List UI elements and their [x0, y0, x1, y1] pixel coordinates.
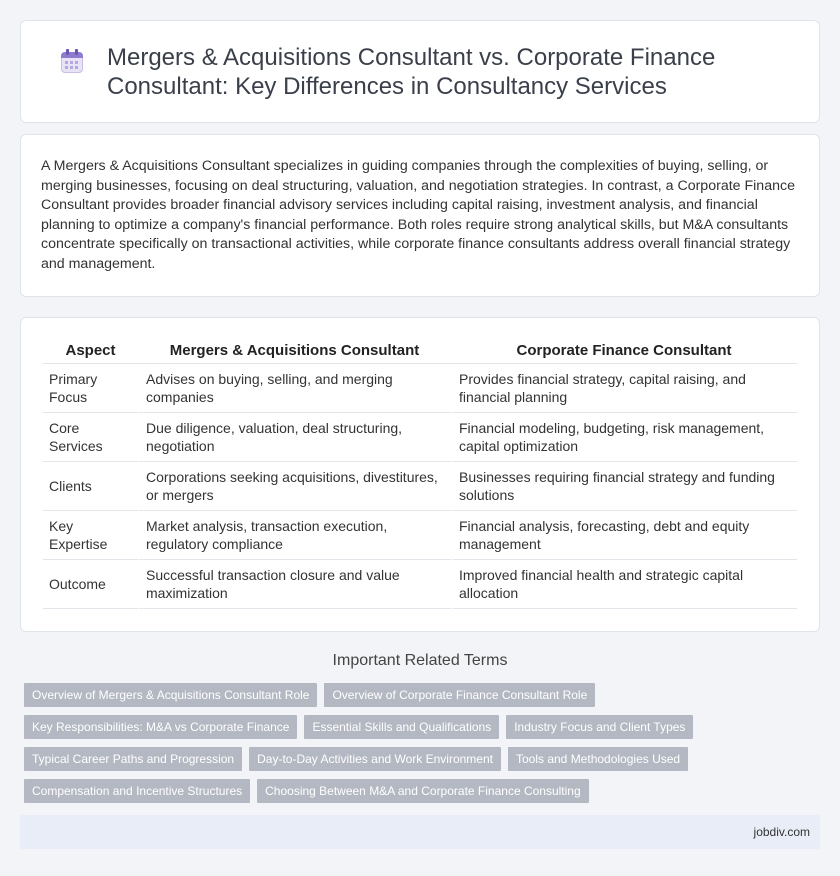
table-row	[43, 462, 797, 511]
title-row	[61, 43, 779, 101]
intro-card	[20, 134, 820, 297]
related-term-tag[interactable]: Essential Skills and Qualifications	[304, 715, 499, 739]
related-term-tag[interactable]: Day-to-Day Activities and Work Environment	[249, 747, 501, 771]
table-header-row	[43, 338, 797, 364]
related-term-tag[interactable]: Compensation and Incentive Structures	[24, 779, 250, 803]
row-cf-cell: Improved financial health and strategic capital allocation	[451, 560, 797, 609]
table-row	[43, 413, 797, 462]
footer	[20, 815, 820, 849]
related-term-tag[interactable]: Choosing Between M&A and Corporate Finance Consulting	[257, 779, 589, 803]
related-term-tag[interactable]: Typical Career Paths and Progression	[24, 747, 242, 771]
row-ma-cell: Advises on buying, selling, and merging companies	[138, 364, 451, 413]
footer-site-link[interactable]: jobdiv.com	[753, 825, 810, 839]
calendar-icon	[61, 49, 83, 73]
row-cf-cell: Financial analysis, forecasting, debt and equity management	[451, 511, 797, 560]
row-aspect: Outcome	[43, 560, 138, 609]
comparison-table	[43, 338, 797, 609]
related-term-tag[interactable]: Overview of Corporate Finance Consultant Role	[324, 683, 595, 707]
related-terms-tags	[20, 683, 820, 803]
header-aspect: Aspect	[43, 338, 138, 364]
row-cf-cell: Businesses requiring financial strategy and funding solutions	[451, 462, 797, 511]
row-cf-cell: Provides financial strategy, capital raising, and financial planning	[451, 364, 797, 413]
row-aspect: Primary Focus	[43, 364, 138, 413]
row-ma-cell: Due diligence, valuation, deal structuring, negotiation	[138, 413, 451, 462]
table-row	[43, 560, 797, 609]
related-term-tag[interactable]: Tools and Methodologies Used	[508, 747, 688, 771]
related-terms-title: Important Related Terms	[332, 652, 508, 669]
row-ma-cell: Corporations seeking acquisitions, divestitures, or mergers	[138, 462, 451, 511]
row-ma-cell: Successful transaction closure and value maximization	[138, 560, 451, 609]
row-aspect: Core Services	[43, 413, 138, 462]
row-ma-cell: Market analysis, transaction execution, regulatory compliance	[138, 511, 451, 560]
related-term-tag[interactable]: Overview of Mergers & Acquisitions Consultant Role	[24, 683, 317, 707]
related-terms-section	[20, 652, 820, 803]
row-aspect: Key Expertise	[43, 511, 138, 560]
table-row	[43, 364, 797, 413]
comparison-table-card	[20, 317, 820, 632]
row-cf-cell: Financial modeling, budgeting, risk management, capital optimization	[451, 413, 797, 462]
related-term-tag[interactable]: Key Responsibilities: M&A vs Corporate Finance	[24, 715, 297, 739]
intro-text: A Mergers & Acquisitions Consultant specializes in guiding companies through the complexities of buying, selling, or merging businesses, focusing on deal structuring, valuation, and negotiation strategies. In contrast, a Corporate Finance Consultant provides broader financial advisory services including capital raising, investment analysis, and financial planning to optimize a company's financial performance. Both roles require strong analytical skills, but M&A consultants concentrate specifically on transactional activities, while corporate finance consultants address overall financial strategy and management.	[41, 158, 795, 272]
header-ma-consultant: Mergers & Acquisitions Consultant	[138, 338, 451, 364]
title-card	[20, 20, 820, 123]
related-term-tag[interactable]: Industry Focus and Client Types	[506, 715, 693, 739]
table-row	[43, 511, 797, 560]
page-title: Mergers & Acquisitions Consultant vs. Corporate Finance Consultant: Key Differences in Consultancy Services	[107, 43, 716, 100]
row-aspect: Clients	[43, 462, 138, 511]
header-cf-consultant: Corporate Finance Consultant	[451, 338, 797, 364]
